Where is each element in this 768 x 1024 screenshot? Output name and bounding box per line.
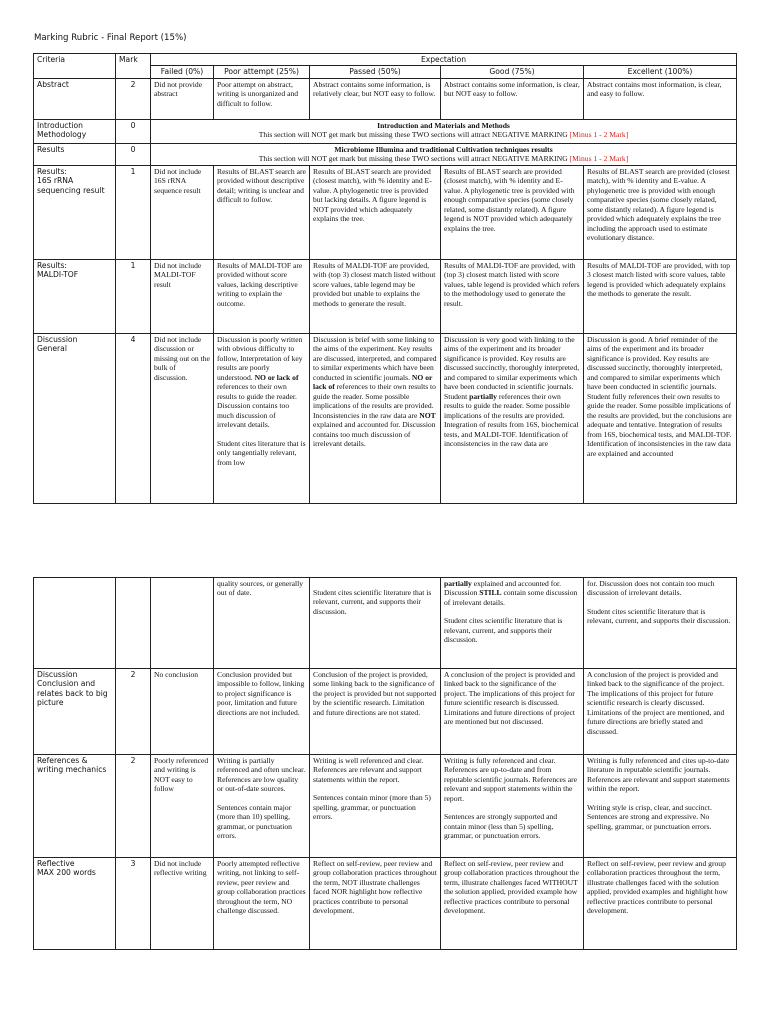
- cell-failed: Did not provide abstract: [151, 78, 214, 119]
- cell-excellent: [584, 755, 737, 858]
- document-title: Marking Rubric - Final Report (15%): [34, 33, 187, 43]
- table-row: [34, 78, 737, 119]
- text: references their own results to guide the reader. Some possible implications of the results are provided. Integration of results from 16S, biochemical tests, and MALDI-TOF. Identification of inconsistencies in the raw data are: [444, 391, 579, 449]
- criteria-introduction-line1: Introduction: [37, 120, 83, 130]
- cell-good: [441, 755, 584, 858]
- results-heading: Microbiome Illumina and traditional Cultivation techniques results: [334, 144, 553, 154]
- header-level-passed: Passed (50%): [310, 66, 441, 78]
- cell-passed: [310, 333, 441, 503]
- text: Student cites literature that is only tangentially relevant, from low: [217, 438, 306, 467]
- intro-note: This section will NOT get mark but missing these TWO sections will attract NEGATIVE MARKING: [258, 130, 568, 140]
- criteria-conclusion-line1: Discussion: [37, 670, 78, 679]
- criteria-results: Results: [34, 143, 116, 165]
- bold-text: NOT: [419, 410, 436, 420]
- cell-passed: Results of MALDI-TOF are provided, with (top 3) closest match listed without score values, table legend may be provided but unable to explains the methods to generate the result.: [310, 259, 441, 333]
- cell-poor: Results of MALDI-TOF are provided without score values, lacking descriptive writing to explain the outcome.: [214, 259, 310, 333]
- text: explained and accounted for. Discussion contains too much discussion of irrelevant details.: [313, 420, 436, 449]
- cell-passed: Conclusion of the project is provided, some linking back to the significance of the project is provided but not supported by the scientific research. Limitation and future directions are not stated.: [310, 669, 441, 755]
- mark-conclusion: 2: [116, 669, 151, 755]
- cell-excellent: [584, 578, 737, 669]
- text: Writing is partially referenced and often unclear. References are low quality or out-of-date sources.: [217, 756, 306, 794]
- cell-good: [441, 578, 584, 669]
- text: Writing is well referenced and clear. References are relevant and support statements within the report.: [313, 756, 424, 784]
- bold-text: partially: [444, 579, 472, 588]
- header-level-good: Good (75%): [441, 66, 584, 78]
- mark-discussion-general: 4: [116, 333, 151, 503]
- bold-text: partially: [469, 391, 497, 401]
- header-row-1: [34, 54, 737, 66]
- cell-passed: Abstract contains some information, is relatively clear, but NOT easy to follow.: [310, 78, 441, 119]
- table-row: [34, 669, 737, 755]
- criteria-references-line1: References &: [37, 756, 88, 765]
- table-row: [34, 119, 737, 143]
- cell-good: A conclusion of the project is provided and linked back to the significance of the project. The implications of this project for future scientific research is discussed. Limitations and future directions of project are mentioned but not discussed.: [441, 669, 584, 755]
- cell-poor: Poor attempt on abstract, writing is unorganized and difficult to follow.: [214, 78, 310, 119]
- cell-failed: Poorly referenced and writing is NOT easy to follow: [151, 755, 214, 858]
- cell-passed: [310, 755, 441, 858]
- results-note-line: [154, 154, 733, 163]
- text: Writing is fully referenced and cites up-to-date literature in reputable scientific journals. References are relevant and support statements within the report.: [587, 756, 730, 794]
- criteria-discussion-general: [34, 333, 116, 503]
- criteria-abstract: Abstract: [34, 78, 116, 119]
- criteria-introduction: [34, 119, 116, 143]
- table-row: [34, 333, 737, 503]
- text: Writing is fully referenced and clear. References are up-to-date and from reputable scientific journals. References are relevant and support statements within the report.: [444, 756, 578, 803]
- cell-failed-empty: [151, 578, 214, 669]
- results-merged-cell: [151, 143, 737, 165]
- cell-passed: Results of BLAST search are provided (closest match), with % identity and E-value. A phylogenetic tree is provided but lacking details. A figure legend is NOT provided which adequately explains the tree.: [310, 165, 441, 259]
- header-criteria: Criteria: [34, 54, 116, 79]
- cell-excellent: Results of BLAST search are provided (closest match), with % identity and E-value. A phylogenetic tree is provided with enough comparative species (some closely related, some distantly related). A figure legend is provided which adequately explains the tree including the approach used to estimate evolutionary distance.: [584, 165, 737, 259]
- cell-good: [441, 333, 584, 503]
- header-level-poor: Poor attempt (25%): [214, 66, 310, 78]
- text: Writing style is crisp, clear, and succinct. Sentences are strong and expressive. No spelling, grammar, or punctuation errors.: [587, 802, 712, 831]
- table-row: [34, 143, 737, 165]
- mark-results: 0: [116, 143, 151, 165]
- table-row: [34, 165, 737, 259]
- criteria-maldi: [34, 259, 116, 333]
- cell-poor: [214, 755, 310, 858]
- cell-good: Results of BLAST search are provided (closest match), with % identity and E-value. A phylogenetic tree is provided with enough comparative species (some closely related, some distantly related). A figure legend is NOT provided which adequately explains the tree.: [441, 165, 584, 259]
- cell-excellent: A conclusion of the project is provided and linked back to the significance of the project. The implications of this project for future scientific research is clearly discussed. Limitations of the project are mentioned, and future directions are briefly stated and discussed.: [584, 669, 737, 755]
- criteria-reflective-line1: Reflective: [37, 859, 75, 868]
- text: Student cites scientific literature that is relevant, current, and supports their discussion.: [313, 588, 432, 616]
- cell-excellent: Abstract contains most information, is clear, and easy to follow.: [584, 78, 737, 119]
- cell-good: Results of MALDI-TOF are provided, with (top 3) closest match listed with score values, table legend is provided which refers to the methodology used to generate the result.: [441, 259, 584, 333]
- cell-passed: Reflect on self-review, peer review and group collaboration practices throughout the term, NOT illustrate challenges faced NOR highlight how reflective practices contribute to personal development.: [310, 858, 441, 950]
- criteria-16s: [34, 165, 116, 259]
- criteria-discussion-line2: General: [37, 344, 67, 354]
- header-mark: Mark: [116, 54, 151, 79]
- intro-penalty: [Minus 1 - 2 Mark]: [569, 130, 629, 140]
- mark-abstract: 2: [116, 78, 151, 119]
- table-row: [34, 259, 737, 333]
- cell-excellent: Results of MALDI-TOF are provided, with top 3 closest match listed with score values, table legend is provided which adequately explains the methods to generate the result.: [584, 259, 737, 333]
- criteria-16s-line1: Results:: [37, 166, 67, 176]
- criteria-maldi-line2: MALDI-TOF: [37, 270, 79, 280]
- cell-poor: Poorly attempted reflective writing, not linking to self-review, peer review and group collaboration practices throughout the term, NO challenge discussed.: [214, 858, 310, 950]
- cell-poor: quality sources, or generally out of date.: [214, 578, 310, 669]
- rubric-table-part-1: [33, 53, 737, 504]
- criteria-discussion-line1: Discussion: [37, 334, 78, 344]
- criteria-empty: [34, 578, 116, 669]
- text: explained and accounted for. Discussion: [444, 579, 562, 598]
- cell-excellent: Discussion is good. A brief reminder of the aims of the experiment and its broader significance is provided. Key results are discussed succinctly, thoroughly interpreted, and compared to similar experiments which have been conducted in scientific journals. Student fully references their own results to guide the reader. Some possible implications of the results are provided, but the conclusions are adequate and tentative. Integration of results from 16S, biochemical tests, and MALDI-TOF. Identification of inconsistencies in the raw data are explained and accounted: [584, 333, 737, 503]
- criteria-introduction-line2: Methodology: [37, 130, 87, 140]
- cell-failed: Did not include MALDI-TOF result: [151, 259, 214, 333]
- criteria-references: [34, 755, 116, 858]
- cell-poor: Results of BLAST search are provided without descriptive detail; writing is unclear and difficult to follow.: [214, 165, 310, 259]
- table-row: [34, 578, 737, 669]
- mark-introduction-value: 0: [130, 120, 136, 130]
- intro-heading: Introduction and Materials and Methods: [377, 120, 510, 130]
- cell-good: Abstract contains some information, is clear, but NOT easy to follow.: [441, 78, 584, 119]
- cell-failed: Did not include 16S rRNA sequence result: [151, 165, 214, 259]
- intro-merged-cell: [151, 119, 737, 143]
- criteria-maldi-line1: Results:: [37, 260, 67, 270]
- text: Discussion is very good with linking to the aims of the experiment and its broader significance is provided. Key results are discussed succinctly, thoroughly interpreted, and compared to similar experiments which have been conducted in scientific journals. Student: [444, 334, 580, 401]
- text: Sentences contain major (more than 10) spelling, grammar, or punctuation errors.: [217, 802, 292, 841]
- text: Sentences are strongly supported and contain minor (less than 5) spelling, grammar, or punctuation errors.: [444, 812, 558, 841]
- criteria-reflective-line2: MAX 200 words: [37, 868, 96, 878]
- table-row: [34, 755, 737, 858]
- results-penalty: [Minus 1 - 2 Mark]: [569, 154, 629, 164]
- bold-text: NO or lack of: [313, 372, 433, 392]
- header-level-failed: Failed (0%): [151, 66, 214, 78]
- criteria-conclusion-line2: Conclusion and relates back to big picture: [37, 679, 108, 708]
- text: Discussion is brief with some linking to the aims of the experiment. Key results are discussed, interpreted, and compared to similar experiments which have been conducted in scientific journals.: [313, 334, 437, 382]
- cell-failed: No conclusion: [151, 669, 214, 755]
- cell-poor: [214, 333, 310, 503]
- bold-text: NO or lack of: [254, 372, 299, 382]
- mark-empty: [116, 578, 151, 669]
- header-expectation: Expectation: [151, 54, 737, 66]
- cell-failed: Did not include reflective writing: [151, 858, 214, 950]
- mark-reflective: 3: [116, 858, 151, 950]
- criteria-16s-line2: 16S rRNA sequencing result: [37, 176, 105, 195]
- criteria-reflective: [34, 858, 116, 950]
- header-level-excellent: Excellent (100%): [584, 66, 737, 78]
- cell-failed: Did not include discussion or missing out on the bulk of discussion.: [151, 333, 214, 503]
- results-note: This section will NOT get mark but missing these TWO sections will attract NEGATIVE MARKING: [258, 154, 568, 164]
- text: Discussion is poorly written with obvious difficulty to follow, Interpretation of key results are poorly understood.: [217, 334, 303, 382]
- text: for. Discussion does not contain too much discussion of irrelevant details.: [587, 579, 715, 598]
- text: references to their own results to guide the reader. Discussion contains too much discussion of irrelevant details.: [217, 382, 297, 430]
- mark-introduction: [116, 119, 151, 143]
- criteria-conclusion: [34, 669, 116, 755]
- mark-references: 2: [116, 755, 151, 858]
- bold-text: STILL: [479, 588, 502, 598]
- mark-maldi: 1: [116, 259, 151, 333]
- text: references to their own results to guide the reader. Some possible implications of the results are provided. Inconsistencies in the raw data are: [313, 382, 436, 420]
- cell-excellent: Reflect on self-review, peer review and group collaboration practices throughout the term, illustrate challenges faced with the solution applied, provided examples and highlight how reflective practices contribute to personal development.: [584, 858, 737, 950]
- cell-good: Reflect on self-review, peer review and group collaboration practices throughout the term, illustrate challenges faced WITHOUT the solution applied, provided example how reflective practices contribute to personal development.: [441, 858, 584, 950]
- text: Student cites scientific literature that is relevant, current, and supports their discussion.: [444, 616, 563, 645]
- mark-16s: 1: [116, 165, 151, 259]
- cell-poor: Conclusion provided but impossible to follow, linking to project significance is poor, limitation and future directions are not included.: [214, 669, 310, 755]
- cell-passed: [310, 578, 441, 669]
- text: Student cites scientific literature that is relevant, current, and supports their discussion.: [587, 606, 731, 626]
- criteria-references-line2: writing mechanics: [37, 765, 107, 775]
- intro-note-line: [154, 130, 733, 139]
- table-row: [34, 858, 737, 950]
- rubric-table-part-2: [33, 577, 737, 950]
- text: contain some discussion of irrelevant details.: [444, 588, 578, 607]
- text: Sentences contain minor (more than 5) spelling, grammar, or punctuation errors.: [313, 793, 431, 822]
